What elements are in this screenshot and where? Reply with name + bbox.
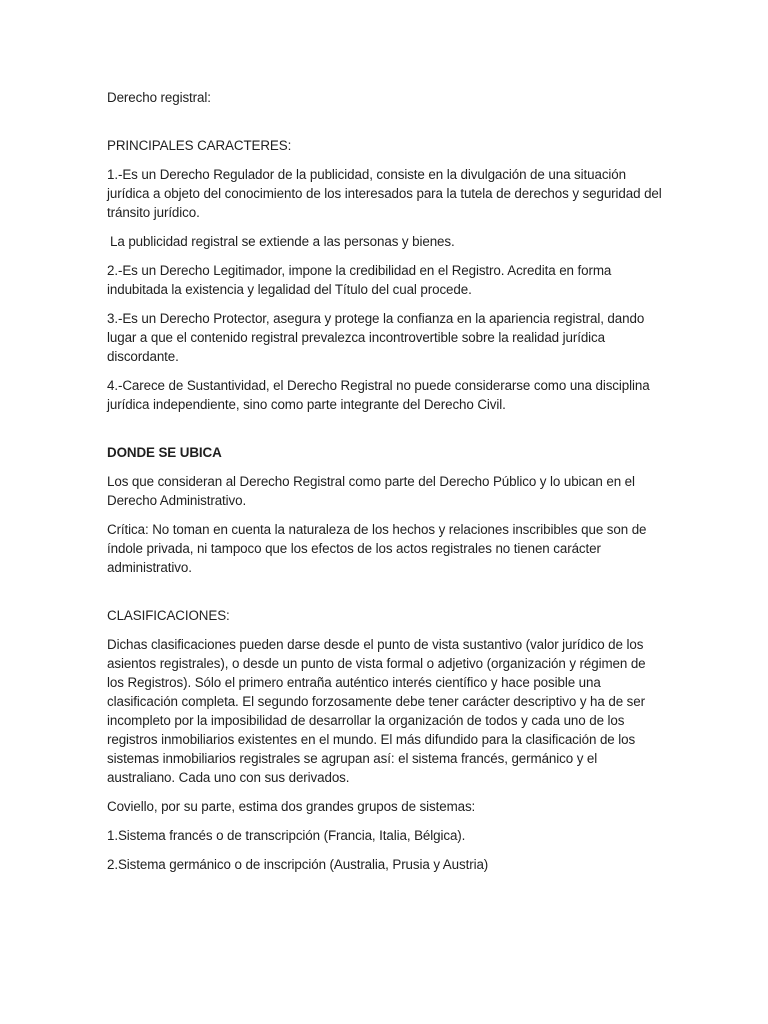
paragraph-caracter-3: 3.-Es un Derecho Protector, asegura y protege la confianza en la apariencia registral, dando lugar a que el contenido registral prevalezca incontrovertible sobre la realidad jurídica discordante. xyxy=(107,311,645,364)
paragraph-coviello: Coviello, por su parte, estima dos grandes grupos de sistemas: xyxy=(107,799,476,814)
paragraph-caracter-4: 4.-Carece de Sustantividad, el Derecho Registral no puede considerarse como una disciplina jurídica independiente, sino como parte integrante del Derecho Civil. xyxy=(107,378,650,412)
paragraph-caracter-1: 1.-Es un Derecho Regulador de la publicidad, consiste en la divulgación de una situación jurídica a objeto del conocimiento de los interesados para la tutela de derechos y seguridad del tránsito jurídico. xyxy=(107,167,662,220)
section-heading-principales: PRINCIPALES CARACTERES: xyxy=(107,138,292,153)
paragraph-clasificaciones: Dichas clasificaciones pueden darse desde el punto de vista sustantivo (valor jurídico de los asientos registrales), o desde un punto de vista formal o adjetivo (organización y régimen de los Registros). Sólo el primero entraña auténtico interés científico y hace posible una clasificación completa. El segundo forzosamente debe tener carácter descriptivo y ha de ser incompleto por la imposibilidad de desarrollar la organización de todos y cada uno de los registros inmobiliarios existentes en el mundo. El más difundido para la clasificación de los sistemas inmobiliarios registrales se agrupan así: el sistema francés, germánico y el australiano. Cada uno con sus derivados. xyxy=(107,637,646,785)
section-heading-clasificaciones: CLASIFICACIONES: xyxy=(107,608,230,623)
paragraph-critica: Crítica: No toman en cuenta la naturaleza de los hechos y relaciones inscribibles que son de índole privada, ni tampoco que los efectos de los actos registrales no tienen carácter administrativo. xyxy=(107,522,647,575)
list-item-sistema-germanico: 2.Sistema germánico o de inscripción (Australia, Prusia y Austria) xyxy=(107,857,489,872)
section-heading-donde-se-ubica: DONDE SE UBICA xyxy=(107,445,222,460)
document-title: Derecho registral: xyxy=(107,90,211,105)
paragraph-publicidad: La publicidad registral se extiende a las personas y bienes. xyxy=(110,234,455,249)
paragraph-caracter-2: 2.-Es un Derecho Legitimador, impone la credibilidad en el Registro. Acredita en forma indubitada la existencia y legalidad del Título del cual procede. xyxy=(107,263,612,297)
document-body xyxy=(107,88,663,884)
list-item-sistema-frances: 1.Sistema francés o de transcripción (Francia, Italia, Bélgica). xyxy=(107,828,466,843)
paragraph-ubicacion: Los que consideran al Derecho Registral como parte del Derecho Público y lo ubican en el Derecho Administrativo. xyxy=(107,474,635,508)
